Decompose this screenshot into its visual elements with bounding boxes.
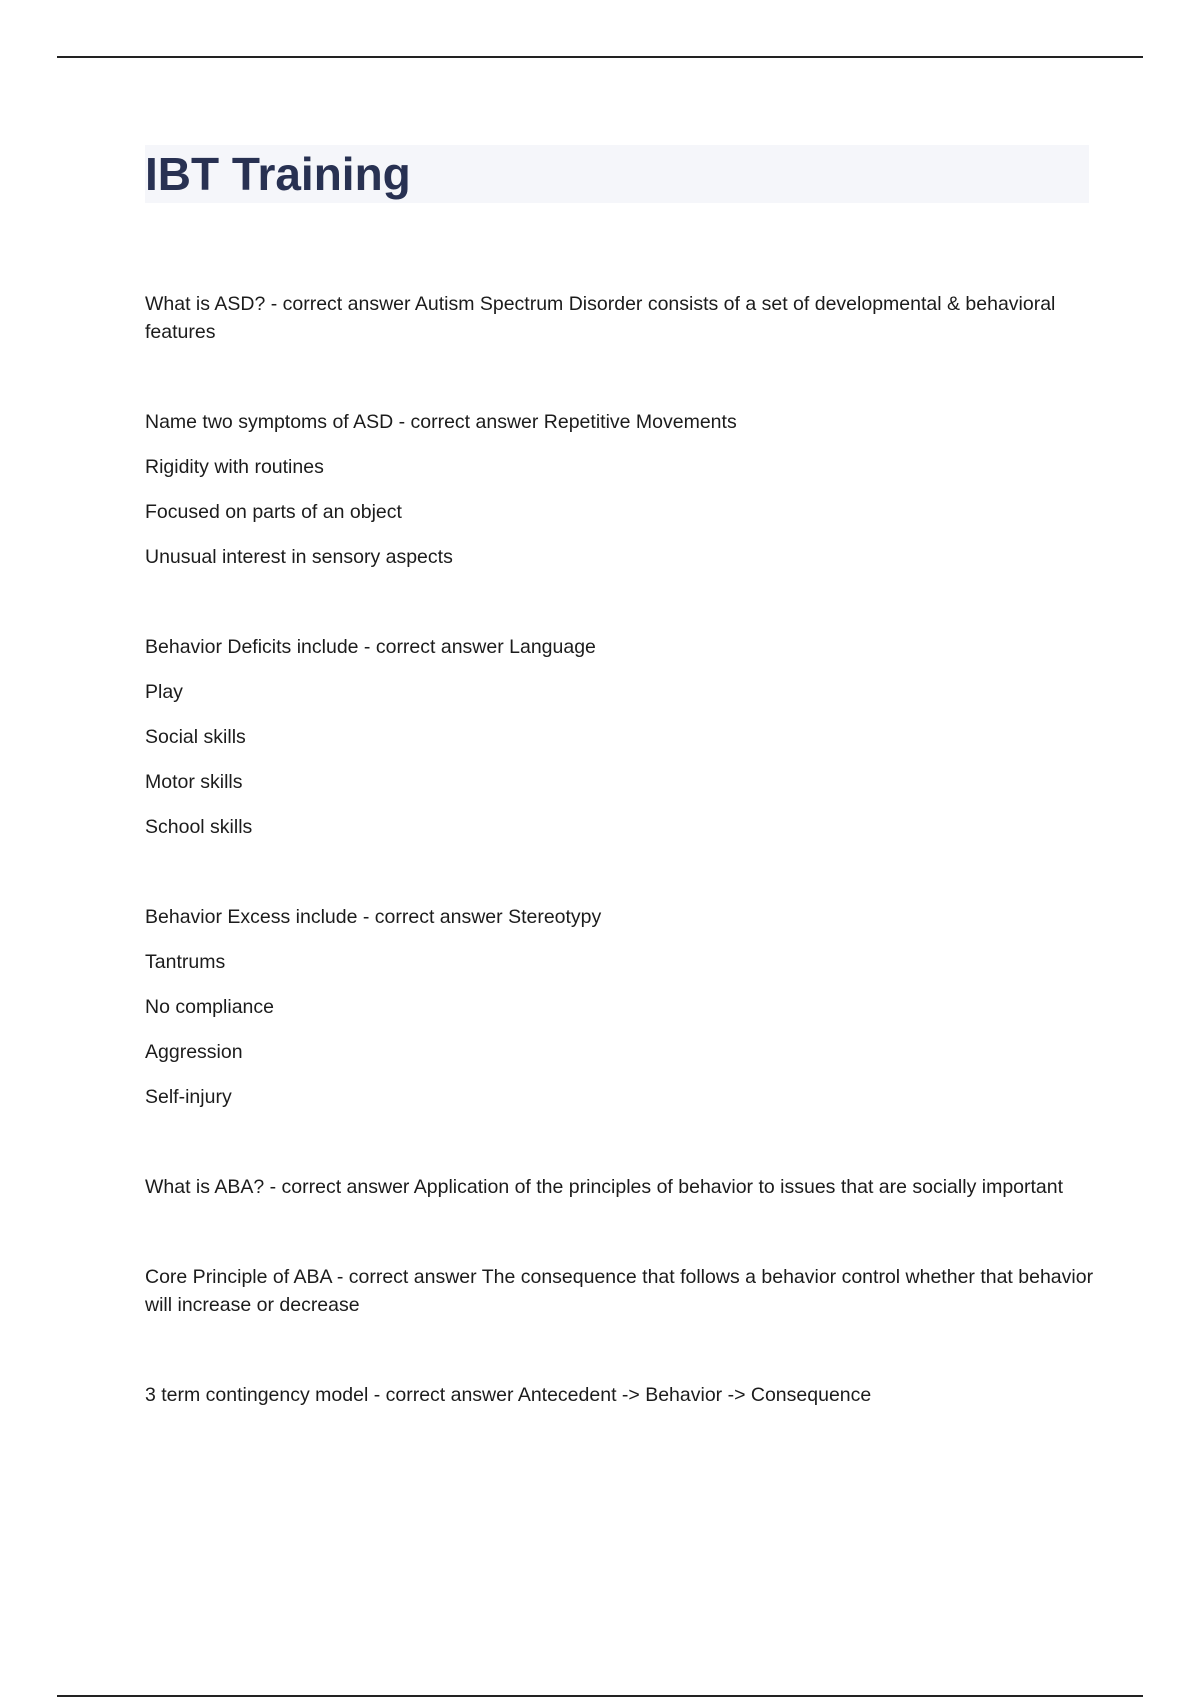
qa-line: Name two symptoms of ASD - correct answer Repetitive Movements [145, 411, 737, 433]
qa-item-contingency [145, 1381, 1095, 1409]
qa-line: Self-injury [145, 1086, 232, 1108]
qa-line: Behavior Excess include - correct answer Stereotypy [145, 906, 602, 928]
bottom-rule [57, 1695, 1143, 1697]
top-rule [57, 56, 1143, 58]
qa-line: Play [145, 681, 183, 703]
qa-item-deficits [145, 633, 1095, 841]
qa-item-symptoms [145, 408, 1095, 571]
qa-item-asd [145, 290, 1095, 346]
qa-line: Core Principle of ABA - correct answer The consequence that follows a behavior control whether that behavior will increase or decrease [145, 1266, 1094, 1316]
qa-line: 3 term contingency model - correct answer Antecedent -> Behavior -> Consequence [145, 1384, 872, 1406]
qa-item-core-principle [145, 1263, 1095, 1319]
qa-line: Behavior Deficits include - correct answer Language [145, 636, 596, 658]
qa-item-excess [145, 903, 1095, 1111]
document-title: IBT Training [145, 148, 411, 200]
qa-line: What is ABA? - correct answer Application of the principles of behavior to issues that are socially important [145, 1176, 1064, 1198]
qa-line: Focused on parts of an object [145, 501, 402, 523]
qa-line: Tantrums [145, 951, 226, 973]
qa-item-aba [145, 1173, 1095, 1201]
qa-line: Motor skills [145, 771, 243, 793]
qa-line: No compliance [145, 996, 274, 1018]
qa-line: What is ASD? - correct answer Autism Spectrum Disorder consists of a set of developmental & behavioral features [145, 293, 1056, 343]
qa-line: Unusual interest in sensory aspects [145, 546, 453, 568]
qa-line: Rigidity with routines [145, 456, 324, 478]
qa-line: Social skills [145, 726, 246, 748]
qa-line: School skills [145, 816, 253, 838]
qa-list [145, 290, 1095, 1471]
qa-line: Aggression [145, 1041, 243, 1063]
